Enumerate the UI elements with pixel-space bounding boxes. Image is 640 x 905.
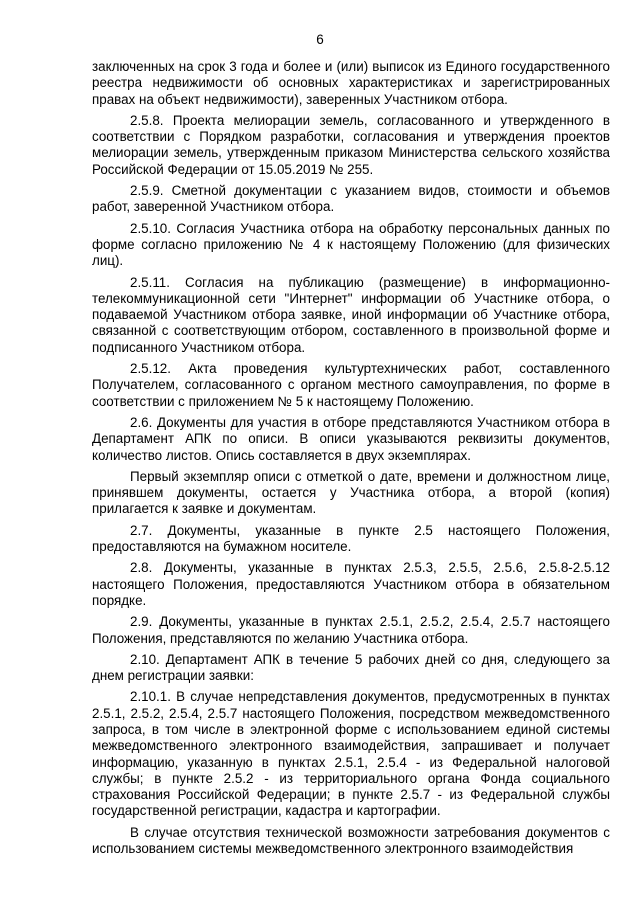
paragraph-2-6: 2.6. Документы для участия в отборе представляются Участником отбора в Департамент АПК по описи. В описи указываются реквизиты документов, количество листов. Опись составляется в двух экземплярах. [92, 414, 610, 463]
paragraph-2-6-copy: Первый экземпляр описи с отметкой о дате, времени и должностном лице, принявшем документы, остается у Участника отбора, а второй (копия) прилагается к заявке и документам. [92, 468, 610, 517]
paragraph-2-5-8: 2.5.8. Проекта мелиорации земель, согласованного и утвержденного в соответствии с Порядком разработки, согласования и утверждения проектов мелиорации земель, утвержденным приказом Министерства сельского хозяйства Российской Федерации от 15.05.2019 № 255. [92, 112, 610, 177]
paragraph-2-9: 2.9. Документы, указанные в пунктах 2.5.1, 2.5.2, 2.5.4, 2.5.7 настоящего Положения, представляются по желанию Участника отбора. [92, 614, 610, 646]
paragraph-2-5-12: 2.5.12. Акта проведения культуртехнических работ, составленного Получателем, согласованного с органом местного самоуправления, по форме в соответствии с приложением № 5 к настоящему Положению. [92, 361, 610, 409]
paragraph-2-10-1: 2.10.1. В случае непредставления документов, предусмотренных в пунктах 2.5.1, 2.5.2, 2.5.4, 2.5.7 настоящего Положения, посредством межведомственного запроса, в том числе в электронной форме с использованием единой системы межведомственного электронного взаимодействия, запрашивает и получает информацию, указанную в пунктах 2.5.1, 2.5.4 - из Федеральной налоговой службы; в пункте 2.5.2 - из территориального органа Фонда социального страхования Российской Федерации; в пункте 2.5.7 - из Федеральной службы государственной регистрации, кадастра и картографии. [92, 689, 610, 819]
paragraph-2-10: 2.10. Департамент АПК в течение 5 рабочих дней со дня, следующего за днем регистрации заявки: [92, 651, 610, 684]
paragraph-2-7: 2.7. Документы, указанные в пункте 2.5 настоящего Положения, предоставляются на бумажном носителе. [92, 522, 610, 555]
document-body [92, 59, 610, 862]
paragraph-2-8: 2.8. Документы, указанные в пунктах 2.5.3, 2.5.5, 2.5.6, 2.5.8-2.5.12 настоящего Положения, предоставляются Участником отбора в обязательном порядке. [92, 560, 610, 608]
page-number: 6 [316, 32, 324, 47]
paragraph-2-5-10: 2.5.10. Согласия Участника отбора на обработку персональных данных по форме согласно приложению № 4 к настоящему Положению (для физических лиц). [92, 220, 610, 269]
paragraph-2-5-11: 2.5.11. Согласия на публикацию (размещение) в информационно-телекоммуникационной сети "Интернет" информации об Участнике отбора, о подаваемой Участником отбора заявке, иной информации об Участнике отбора, связанной с соответствующим отбором, составленного в произвольной форме и подписанного Участником отбора. [92, 274, 610, 355]
paragraph-2-5-9: 2.5.9. Сметной документации с указанием видов, стоимости и объемов работ, заверенной Участником отбора. [92, 183, 610, 215]
paragraph-continuation: заключенных на срок 3 года и более и (или) выписок из Единого государственного реестра недвижимости об основных характеристиках и зарегистрированных правах на объект недвижимости), заверенных Участником отбора. [92, 59, 610, 107]
paragraph-no-technical-possibility: В случае отсутствия технической возможности затребования документов с использованием системы межведомственного электронного взаимодействия [92, 824, 610, 857]
